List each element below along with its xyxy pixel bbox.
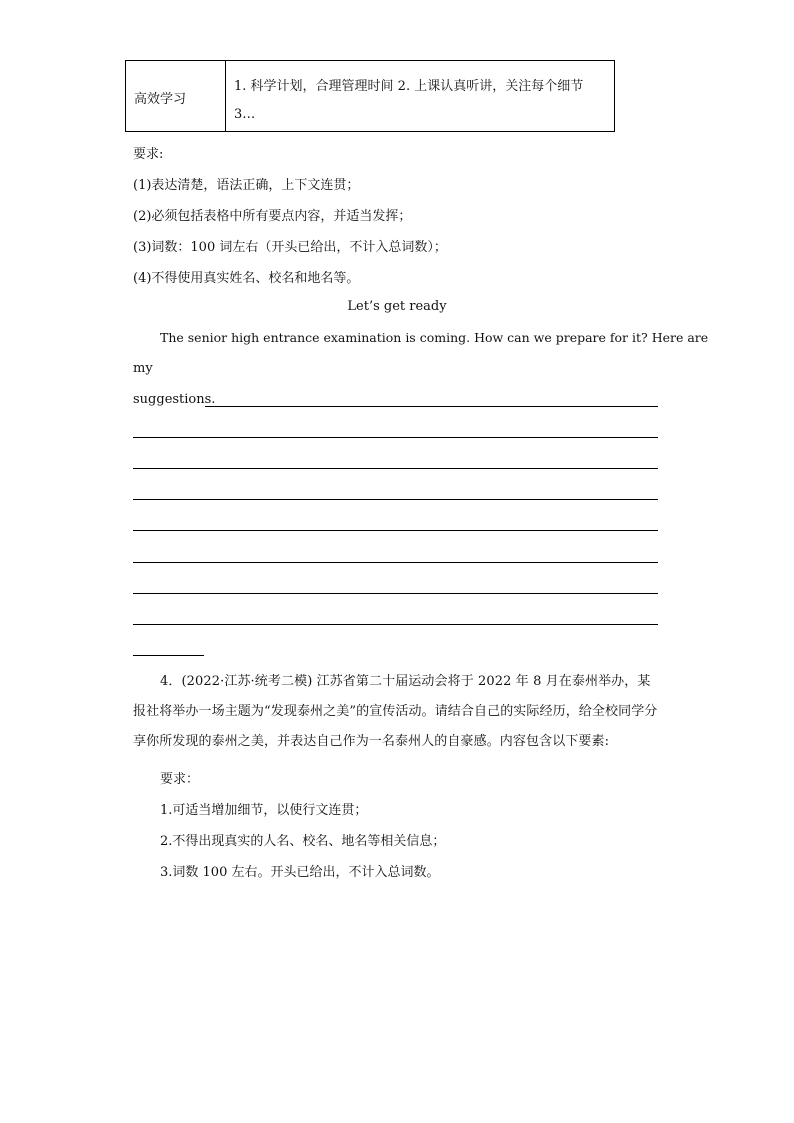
key-points-table bbox=[125, 60, 615, 132]
requirements-heading: 要求: bbox=[133, 147, 164, 162]
writing-line[interactable] bbox=[133, 437, 658, 438]
essay-opening-line1: The senior high entrance examination is coming. How can we prepare for it? Here are bbox=[160, 330, 709, 345]
question-4-requirement-1: 1.可适当增加细节，以使行文连贯； bbox=[160, 803, 368, 818]
question-4-requirements-heading: 要求： bbox=[160, 772, 200, 787]
question-4-prompt: 4．(2022·江苏·统考二模) 江苏省第二十届运动会将于 2022 年 8 月在泰州举办，某报社将举办一场主题为“发现泰州之美”的宣传活动。请结合自己的实际经历，给全校同学分享你所发现的泰州之美，并表达自己作为一名泰州人的自豪感。内容包含以下要素: bbox=[133, 674, 658, 749]
requirement-item-3: (3)词数：100 词左右（开头已给出，不计入总词数）； bbox=[133, 240, 447, 255]
requirement-item-4: (4)不得使用真实姓名、校名和地名等。 bbox=[133, 271, 360, 286]
requirement-item-1: (1)表达清楚，语法正确，上下文连贯； bbox=[133, 178, 360, 193]
table-content-line1: 1. 科学计划，合理管理时间 2. 上课认真听讲，关注每个细节 bbox=[234, 79, 584, 94]
essay-opening-line3: suggestions. bbox=[133, 392, 216, 407]
table-divider bbox=[225, 61, 226, 131]
writing-line[interactable] bbox=[133, 530, 658, 531]
writing-line[interactable] bbox=[133, 562, 658, 563]
writing-line-short[interactable] bbox=[133, 655, 204, 656]
question-4-requirement-3: 3.词数 100 左右。开头已给出，不计入总词数。 bbox=[160, 865, 440, 880]
writing-line[interactable] bbox=[133, 624, 658, 625]
writing-line[interactable] bbox=[133, 593, 658, 594]
writing-line[interactable] bbox=[133, 468, 658, 469]
question-4-requirement-2: 2.不得出现真实的人名、校名、地名等相关信息； bbox=[160, 834, 446, 849]
essay-opening-line2: my bbox=[133, 361, 153, 376]
table-label-cell: 高效学习 bbox=[134, 92, 187, 107]
writing-line[interactable] bbox=[133, 499, 658, 500]
table-content-line2: 3… bbox=[234, 107, 256, 122]
requirement-item-2: (2)必须包括表格中所有要点内容，并适当发挥； bbox=[133, 209, 412, 224]
writing-line[interactable] bbox=[205, 406, 658, 407]
essay-title: Let’s get ready bbox=[347, 299, 447, 314]
